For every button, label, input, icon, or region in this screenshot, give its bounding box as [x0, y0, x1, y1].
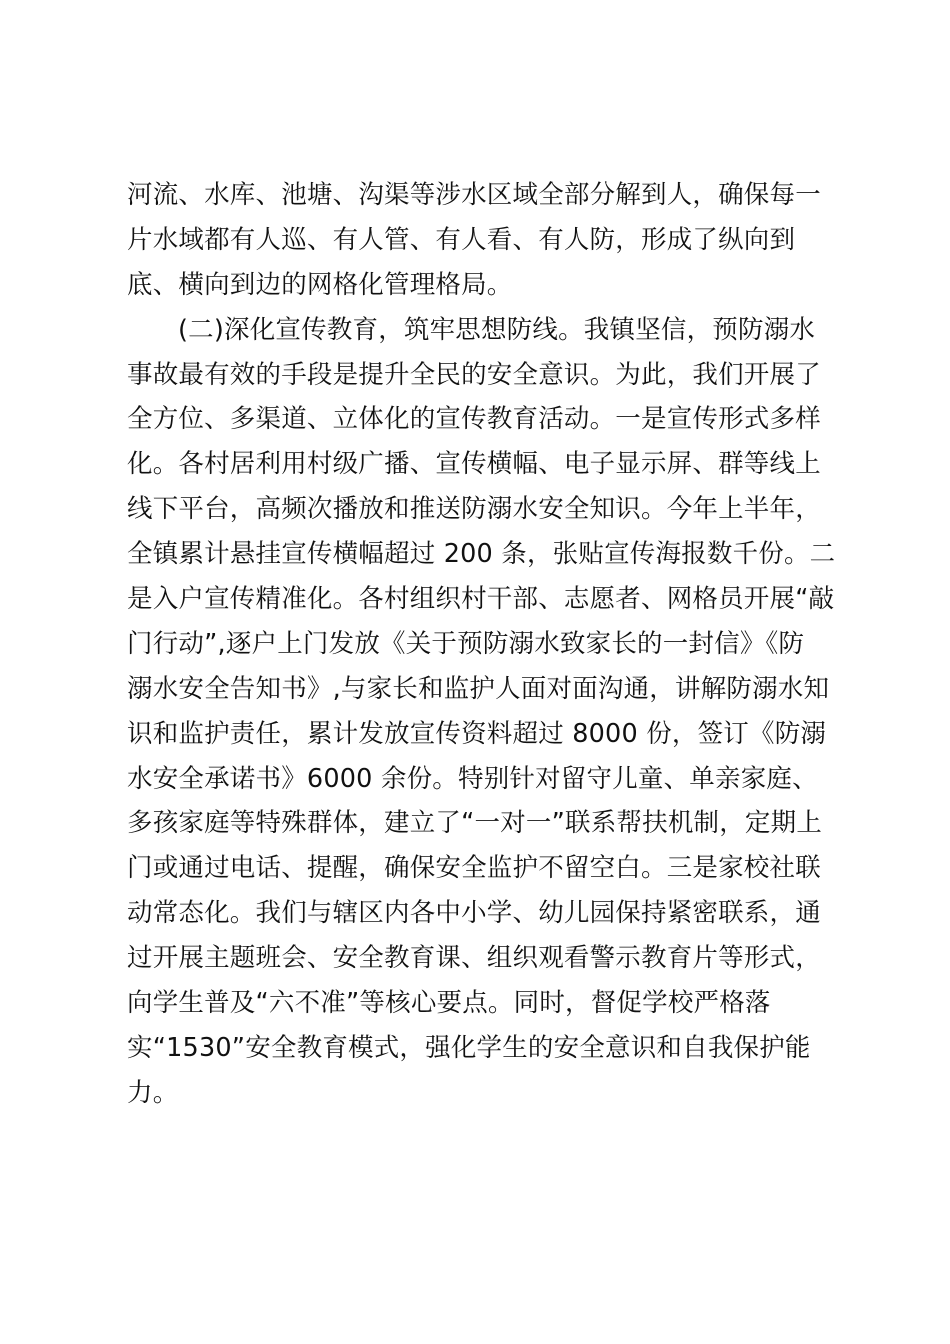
- paragraph-2: [127, 308, 847, 1116]
- paragraph-line: 线下平台，高频次播放和推送防溺水安全知识。今年上半年，: [127, 494, 821, 525]
- paragraph-line: 事故最有效的手段是提升全民的安全意识。为此，我们开展了: [127, 359, 821, 390]
- paragraph-line: 溺水安全告知书》,与家长和监护人面对面沟通，讲解防溺水知: [127, 673, 830, 704]
- paragraph-line: 化。各村居利用村级广播、宣传横幅、电子显示屏、群等线上: [127, 449, 821, 480]
- paragraph-line: 片水域都有人巡、有人管、有人看、有人防，形成了纵向到: [127, 224, 796, 255]
- paragraph-line: 实“1530”安全教育模式，强化学生的安全意识和自我保护能: [127, 1032, 811, 1063]
- paragraph-line: 门或通过电话、提醒，确保安全监护不留空白。三是家校社联: [127, 853, 821, 884]
- paragraph-line: 底、横向到边的网格化管理格局。: [127, 269, 513, 300]
- paragraph-line: 过开展主题班会、安全教育课、组织观看警示教育片等形式，: [127, 943, 821, 974]
- paragraph-line: 向学生普及“六不准”等核心要点。同时，督促学校严格落: [127, 988, 771, 1019]
- paragraph-line: 全镇累计悬挂宣传横幅超过 200 条，张贴宣传海报数千份。二: [127, 539, 836, 570]
- paragraph-line: 是入户宣传精准化。各村组织村干部、志愿者、网格员开展“敲: [127, 584, 835, 615]
- paragraph-line: 全方位、多渠道、立体化的宣传教育活动。一是宣传形式多样: [127, 404, 821, 435]
- paragraph-line: 水安全承诺书》6000 余份。特别针对留守儿童、单亲家庭、: [127, 763, 818, 794]
- paragraph-line: 多孩家庭等特殊群体，建立了“一对一”联系帮扶机制，定期上: [127, 808, 823, 839]
- paragraph-line: 动常态化。我们与辖区内各中小学、幼儿园保持紧密联系，通: [127, 898, 821, 929]
- paragraph-line: 河流、水库、池塘、沟渠等涉水区域全部分解到人，确保每一: [127, 180, 821, 210]
- paragraph-line: 力。: [127, 1077, 179, 1108]
- paragraph-1: [127, 173, 847, 308]
- document-body: [127, 173, 847, 1116]
- paragraph-line: 识和监护责任，累计发放宣传资料超过 8000 份，签订《防溺: [127, 718, 827, 749]
- paragraph-line: 门行动”,逐户上门发放《关于预防溺水致家长的一封信》《防: [127, 628, 805, 659]
- paragraph-line: (二)深化宣传教育，筑牢思想防线。我镇坚信，预防溺水: [178, 314, 816, 345]
